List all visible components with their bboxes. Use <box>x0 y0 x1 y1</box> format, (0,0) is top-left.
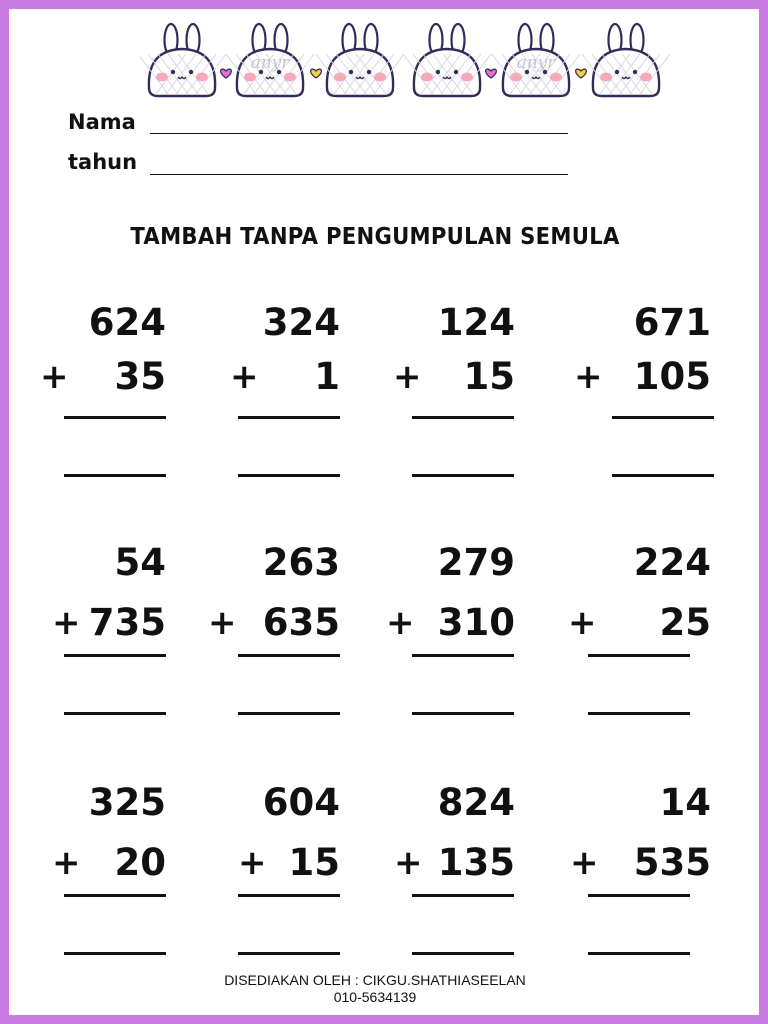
sum-rule <box>238 654 340 657</box>
bunny-icon <box>140 24 226 96</box>
heart-icon <box>486 69 497 78</box>
addend-top: 604 <box>262 781 340 824</box>
bunny-icon <box>492 24 580 96</box>
heart-icon <box>221 69 232 78</box>
sum-rule <box>64 894 166 897</box>
watermark-text: anyr <box>250 53 290 73</box>
addend-bottom: 735 <box>88 601 166 644</box>
answer-line[interactable] <box>238 474 340 477</box>
footer-phone: 010-5634139 <box>333 989 417 1005</box>
plus-sign: + <box>393 357 422 397</box>
addend-top: 14 <box>659 781 711 824</box>
addend-top: 279 <box>437 541 515 584</box>
heart-icon <box>311 69 322 78</box>
answer-line[interactable] <box>64 712 166 715</box>
sum-rule <box>412 416 514 419</box>
footer <box>0 972 750 1006</box>
bunny-decoration <box>140 22 670 102</box>
answer-line[interactable] <box>412 474 514 477</box>
name-label: Nama <box>68 110 136 134</box>
plus-sign: + <box>574 357 603 397</box>
addend-top: 671 <box>633 301 711 344</box>
addend-top: 824 <box>437 781 515 824</box>
answer-line[interactable] <box>238 952 340 955</box>
plus-sign: + <box>40 357 69 397</box>
plus-sign: + <box>208 603 237 643</box>
worksheet-title: TAMBAH TANPA PENGUMPULAN SEMULA <box>130 224 620 250</box>
sum-rule <box>412 654 514 657</box>
footer-author: DISEDIAKAN OLEH : CIKGU.SHATHIASEELAN <box>224 972 526 988</box>
name-answer-line[interactable] <box>150 133 568 134</box>
sum-rule <box>238 894 340 897</box>
addend-top: 263 <box>262 541 340 584</box>
bunny-icon <box>316 24 404 96</box>
addend-bottom: 1 <box>314 355 340 398</box>
answer-line[interactable] <box>64 474 166 477</box>
answer-line[interactable] <box>64 952 166 955</box>
year-label: tahun <box>68 150 138 174</box>
answer-line[interactable] <box>238 712 340 715</box>
plus-sign: + <box>394 843 423 883</box>
answer-line[interactable] <box>588 952 690 955</box>
sum-rule <box>64 654 166 657</box>
answer-line[interactable] <box>612 474 714 477</box>
addend-bottom: 310 <box>437 601 515 644</box>
bunny-icon <box>403 24 491 96</box>
sum-rule <box>238 416 340 419</box>
plus-sign: + <box>568 603 597 643</box>
answer-line[interactable] <box>588 712 690 715</box>
sum-rule <box>612 416 714 419</box>
addend-bottom: 635 <box>262 601 340 644</box>
sum-rule <box>588 894 690 897</box>
addend-bottom: 535 <box>633 841 711 884</box>
addend-top: 54 <box>114 541 166 584</box>
addend-bottom: 20 <box>114 841 166 884</box>
addend-top: 325 <box>88 781 166 824</box>
addend-bottom: 35 <box>114 355 166 398</box>
year-answer-line[interactable] <box>150 174 568 175</box>
addend-top: 624 <box>88 301 166 344</box>
addend-bottom: 15 <box>288 841 340 884</box>
plus-sign: + <box>52 843 81 883</box>
addend-top: 324 <box>262 301 340 344</box>
heart-icon <box>576 69 587 78</box>
addend-bottom: 25 <box>659 601 711 644</box>
sum-rule <box>588 654 690 657</box>
addend-bottom: 135 <box>437 841 515 884</box>
watermark-text: anyr <box>516 53 556 73</box>
plus-sign: + <box>238 843 267 883</box>
plus-sign: + <box>52 603 81 643</box>
plus-sign: + <box>386 603 415 643</box>
addend-top: 124 <box>437 301 515 344</box>
bunny-icon <box>582 24 670 96</box>
sum-rule <box>64 416 166 419</box>
plus-sign: + <box>570 843 599 883</box>
addend-bottom: 15 <box>463 355 515 398</box>
sum-rule <box>412 894 514 897</box>
addend-bottom: 105 <box>633 355 711 398</box>
addend-top: 224 <box>633 541 711 584</box>
bunny-icon <box>226 24 314 96</box>
plus-sign: + <box>230 357 259 397</box>
answer-line[interactable] <box>412 712 514 715</box>
answer-line[interactable] <box>412 952 514 955</box>
